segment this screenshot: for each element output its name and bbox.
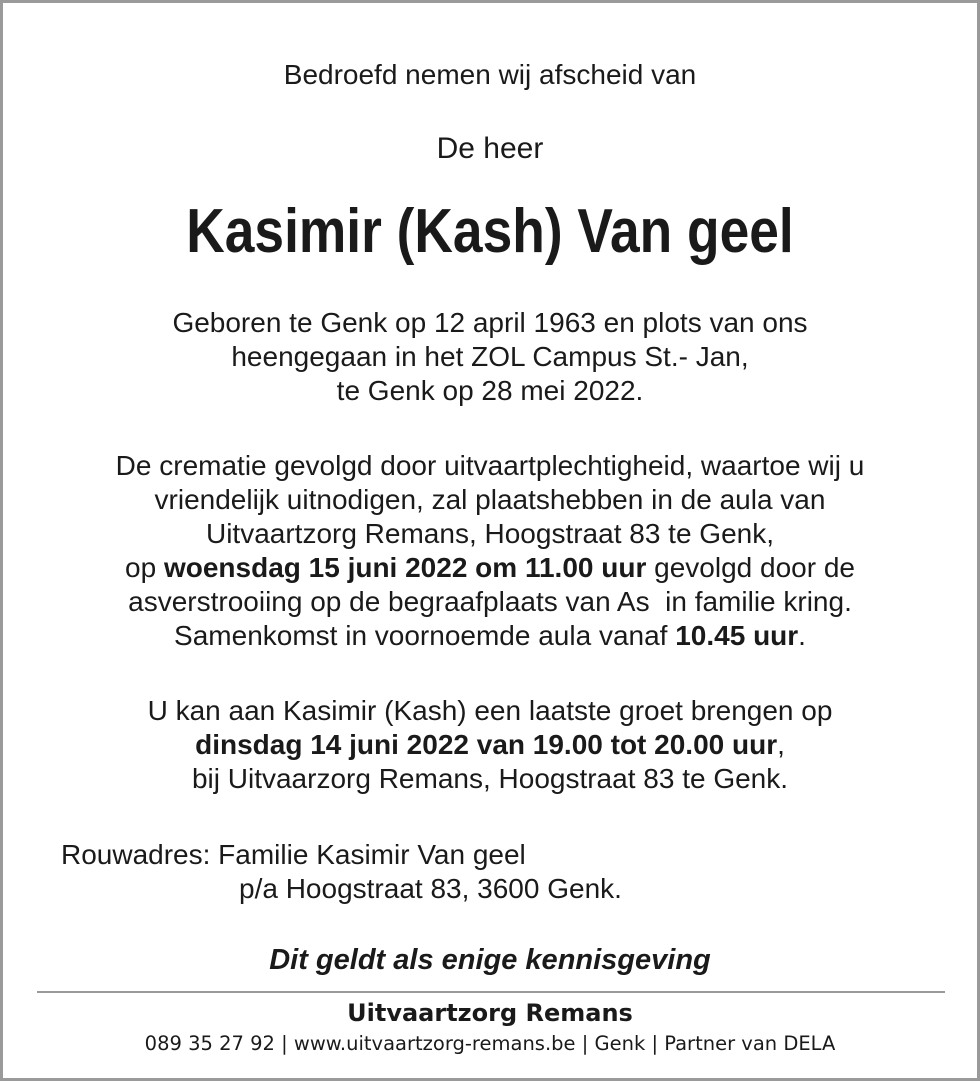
visitation-date: dinsdag 14 juni 2022 van 19.00 tot 20.00 uur xyxy=(195,729,778,760)
gathering-prefix: Samenkomst in voornoemde aula vanaf xyxy=(174,620,676,651)
ceremony-line: asverstrooiing op de begraafplaats van As in familie kring. xyxy=(128,586,852,617)
visitation-line: U kan aan Kasimir (Kash) een laatste groet brengen op xyxy=(147,695,833,726)
ceremony-line: vriendelijk uitnodigen, zal plaatshebben in de aula van xyxy=(154,484,826,515)
gathering-line xyxy=(3,619,977,653)
ceremony-date: woensdag 15 juni 2022 om 11.00 uur xyxy=(163,552,647,583)
gathering-time: 10.45 uur xyxy=(675,620,799,651)
birth-death-paragraph xyxy=(3,306,977,408)
intro-text: Bedroefd nemen wij afscheid van xyxy=(283,59,697,90)
funeral-home-contacts: 089 35 27 92 | www.uitvaartzorg-remans.be | Genk | Partner van DELA xyxy=(144,1032,836,1055)
funeral-home-name: Uitvaartzorg Remans xyxy=(347,999,633,1027)
gathering-suffix: . xyxy=(798,620,806,651)
visitation-line: bij Uitvaarzorg Remans, Hoogstraat 83 te Genk. xyxy=(191,763,789,794)
visitation-paragraph xyxy=(3,694,977,796)
ceremony-date-prefix: op xyxy=(125,552,164,583)
birth-line: Geboren te Genk op 12 april 1963 en plots van ons xyxy=(172,307,808,338)
deceased-name: Kasimir (Kash) Van geel xyxy=(186,197,794,266)
ceremony-line: De crematie gevolgd door uitvaartplechtigheid, waartoe wij u xyxy=(115,450,865,481)
address-line-1: Rouwadres: Familie Kasimir Van geel xyxy=(61,839,526,870)
ceremony-date-suffix: gevolgd door de xyxy=(646,552,855,583)
honorific-title: De heer xyxy=(436,132,544,165)
visitation-date-line xyxy=(3,728,977,762)
birth-line: heengegaan in het ZOL Campus St.- Jan, xyxy=(231,341,749,372)
notice-statement: Dit geldt als enige kennisgeving xyxy=(269,944,711,976)
visitation-date-suffix: , xyxy=(777,729,785,760)
footer-divider xyxy=(37,991,945,993)
ceremony-date-line xyxy=(3,551,977,585)
ceremony-line: Uitvaartzorg Remans, Hoogstraat 83 te Genk, xyxy=(205,518,775,549)
birth-line: te Genk op 28 mei 2022. xyxy=(336,375,644,406)
address-line-2: p/a Hoogstraat 83, 3600 Genk. xyxy=(239,873,622,904)
mourning-address xyxy=(61,838,622,906)
ceremony-paragraph xyxy=(3,449,977,653)
